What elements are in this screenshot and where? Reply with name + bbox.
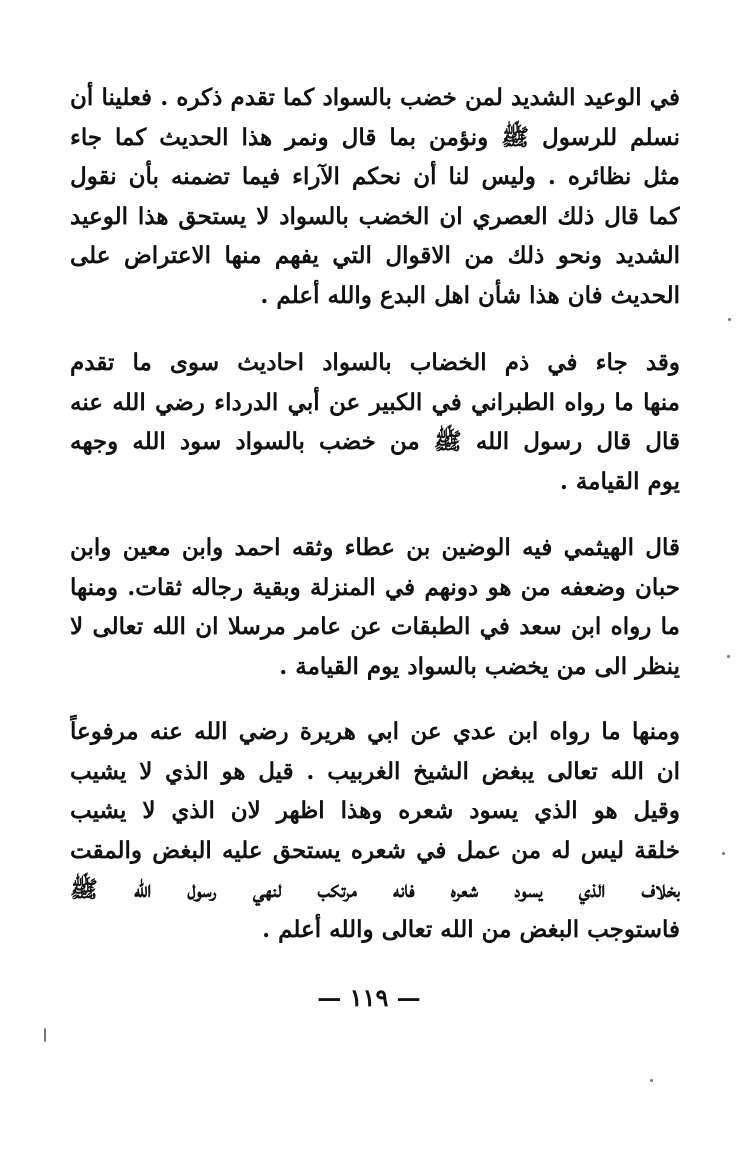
text-line: نسلم للرسول ﷺ ونؤمن بما قال ونمر هذا الحديث كما جاء [70,123,680,151]
text-line: كما قال ذلك العصري ان الخضب بالسواد لا يستحق هذا الوعيد [70,202,680,230]
text-line: قال الهيثمي فيه الوضين بن عطاء وثقه احمد وابن معين وابن [70,534,680,561]
text-line: منها ما رواه الطبراني في الكبير عن أبي الدرداء رضي الله عنه [70,388,680,416]
text-line: بخلاف الذي يسود شعره فانه مرتكب لنهي رسول الله ﷺ [70,876,680,903]
scan-speck [650,1079,653,1082]
paragraph-3 [70,528,680,686]
paragraph-4 [70,712,680,949]
paragraph-2 [70,343,680,501]
text-line: حبان وضعفه من هو دونهم في المنزلة وبقية رجاله ثقات. ومنها [70,573,680,601]
text-line: في الوعيد الشديد لمن خضب بالسواد كما تقدم ذكره . فعلينا أن [70,84,680,111]
text-line: الحديث فان هذا شأن اهل البدع والله أعلم . [260,281,680,309]
text-line: وقد جاء في ذم الخضاب بالسواد احاديث سوى ما تقدم [70,349,680,376]
text-line: خلقة ليس له من عمل في شعره يستحق عليه البغض والمقت [70,836,680,864]
scan-speck [728,318,731,321]
scan-speck [722,852,725,855]
text-line: الشديد ونحو ذلك من الاقوال التي يفهم منها الاعتراض على [70,242,680,269]
text-line: ما رواه ابن سعد في الطبقات عن عامر مرسلا ان الله تعالى لا [70,613,680,640]
scan-speck [44,1028,46,1042]
text-line: ان الله تعالى يبغض الشيخ الغربيب . قيل هو الذي لا يشيب [70,757,680,785]
text-line: ينظر الى من يخضب بالسواد يوم القيامة . [279,652,680,680]
text-line: يوم القيامة . [559,467,680,495]
scan-speck [727,655,730,658]
text-line: مثل نظائره . وليس لنا أن نحكم الآراء فيما تضمنه بأن نقول [70,163,680,190]
text-line: فاستوجب البغض من الله تعالى والله أعلم . [262,915,680,943]
page-number: — ١١٩ — [317,983,421,1012]
text-line: قال قال رسول الله ﷺ من خضب بالسواد سود الله وجهه [70,428,680,455]
paragraph-1 [70,78,680,315]
text-line: ومنها ما رواه ابن عدي عن ابي هريرة رضي الله عنه مرفوعاً [70,718,680,745]
text-line: وقيل هو الذي يسود شعره وهذا اظهر لان الذي لا يشيب [70,797,680,824]
